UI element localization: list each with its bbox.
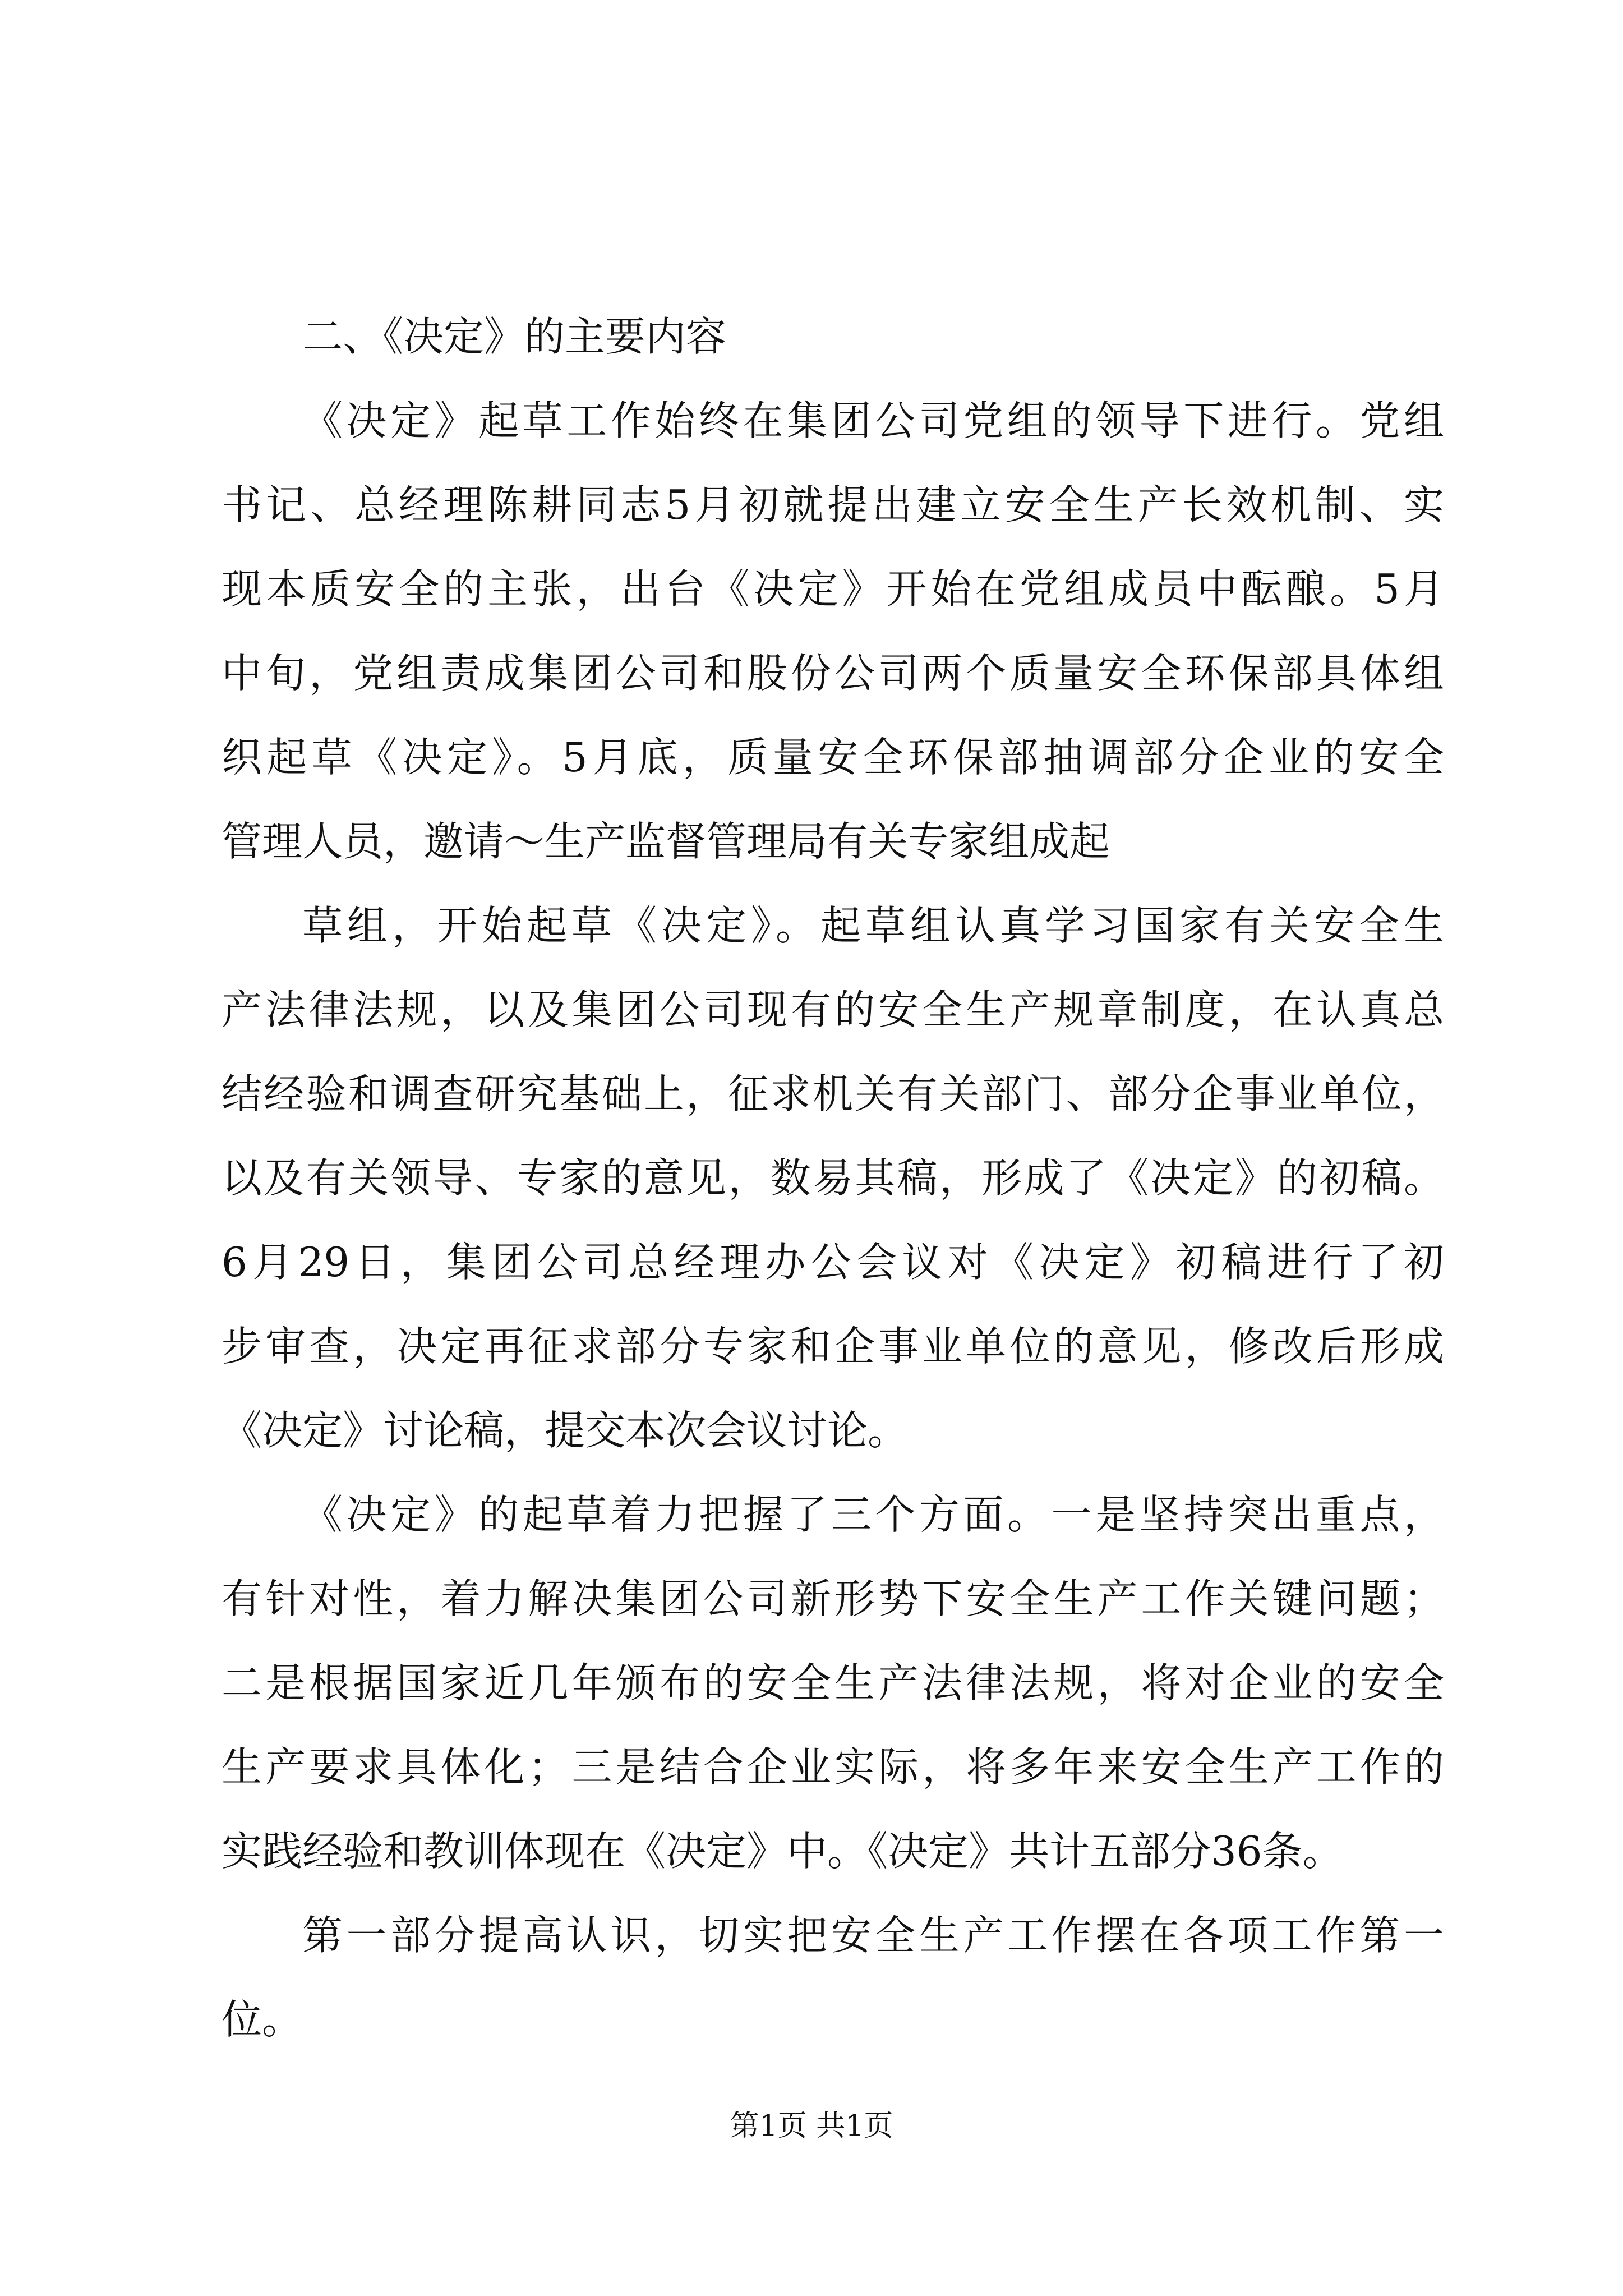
section-heading: 二、《决定》的主要内容: [302, 313, 727, 360]
paragraph-3-line-1: 《决定》的起草着力把握了三个方面。一是坚持突出重点，: [302, 1491, 1444, 1538]
paragraph-3-line-5: 实践经验和教训体现在《决定》中。《决定》共计五部分36条。: [222, 1828, 1343, 1875]
paragraph-1-line-3: 现本质安全的主张，出台《决定》开始在党组成员中酝酿。5月: [222, 565, 1444, 613]
paragraph-2-line-7: 《决定》讨论稿，提交本次会议讨论。: [222, 1407, 909, 1454]
document-body: [222, 295, 1444, 2062]
paragraph-2-line-5: 6月29日，集团公司总经理办公会议对《决定》初稿进行了初: [222, 1239, 1444, 1286]
paragraph-2-line-3: 结经验和调查研究基础上，征求机关有关部门、部分企事业单位，: [222, 1070, 1444, 1117]
paragraph-3-line-4: 生产要求具体化；三是结合企业实际，将多年来安全生产工作的: [222, 1743, 1444, 1791]
paragraph-2-line-2: 产法律法规，以及集团公司现有的安全生产规章制度，在认真总: [222, 986, 1444, 1033]
paragraph-1-line-6: 管理人员，邀请～生产监督管理局有关专家组成起: [222, 818, 1110, 865]
paragraph-1-line-1: 《决定》起草工作始终在集团公司党组的领导下进行。党组: [302, 397, 1444, 444]
paragraph-3-line-3: 二是根据国家近几年颁布的安全生产法律法规，将对企业的安全: [222, 1659, 1444, 1706]
page-footer: 第1页 共1页: [730, 2109, 893, 2143]
paragraph-2-line-1: 草组，开始起草《决定》。起草组认真学习国家有关安全生: [302, 902, 1444, 949]
paragraph-2-line-6: 步审查，决定再征求部分专家和企事业单位的意见，修改后形成: [222, 1323, 1444, 1370]
paragraph-2-line-4: 以及有关领导、专家的意见，数易其稿，形成了《决定》的初稿。: [222, 1154, 1444, 1202]
paragraph-1-line-4: 中旬，党组责成集团公司和股份公司两个质量安全环保部具体组: [222, 650, 1444, 697]
paragraph-1-line-5: 织起草《决定》。5月底，质量安全环保部抽调部分企业的安全: [222, 734, 1444, 781]
paragraph-3-line-2: 有针对性，着力解决集团公司新形势下安全生产工作关键问题；: [222, 1575, 1444, 1622]
paragraph-1-line-2: 书记、总经理陈耕同志5月初就提出建立安全生产长效机制、实: [222, 481, 1444, 528]
paragraph-4-line-1: 第一部分提高认识，切实把安全生产工作摆在各项工作第一: [302, 1912, 1444, 1959]
paragraph-4-line-2: 位。: [222, 1996, 303, 2043]
